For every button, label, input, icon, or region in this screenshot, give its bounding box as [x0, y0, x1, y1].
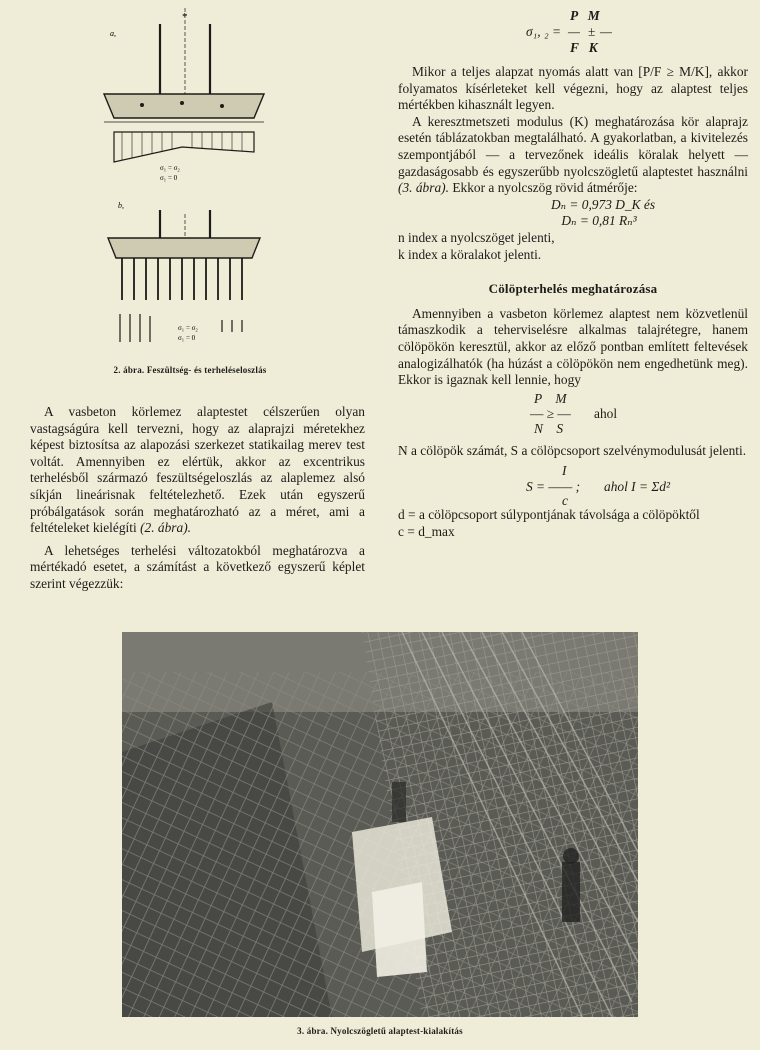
section-heading: Cölöpterhelés meghatározása: [488, 281, 658, 297]
figure-2-diagram: [82, 2, 292, 357]
formula-modulus: I S = —— ; ahol I = Σd² c: [526, 463, 671, 509]
figure-2-caption: 2. ábra. Feszültség- és terheléseloszlás: [113, 365, 267, 375]
equation-dn-2: Dₙ = 0,81 Rₙ³: [561, 213, 637, 229]
fig2-pile-sigma1: σ₁ = σ₂: [178, 324, 198, 332]
figure-3-caption: 3. ábra. Nyolcszögletű alaptest-kialakítás: [297, 1026, 463, 1036]
left-column: [30, 404, 365, 593]
right-column: [398, 0, 748, 540]
rebar-photo-image: [122, 632, 638, 1017]
right-paragraph-3: Amennyiben a vasbeton körlemez alaptest nem közvetlenül támaszkodik a teherviselésre alkalmas talajrétegre, hanem cölöpökön keresztül, akkor az előző pontban említett feltevések analogizálhatók (ha húzást a cölöpökön nem engedhetünk meg). Ekkor is igaznak kell lennie, hogy: [398, 305, 748, 388]
fig2-sigma-bot: σ₁ = 0: [160, 174, 178, 182]
k-index-definition: k index a köralakot jelenti.: [398, 246, 542, 262]
fig2-label-a: a,: [110, 29, 116, 38]
formula-sigma: P M σ₁, ₂ = — ± — F K: [526, 8, 612, 55]
equation-dn-1: Dₙ = 0,973 D_K és: [550, 196, 656, 212]
svg-text:*: *: [182, 11, 188, 23]
right-paragraph-2: A keresztmetszeti modulus (K) meghatározása kör alaprajz esetén táblázatokban megtalálható. A gyakorlatban, a kivitelezés szempontjából — a tervezőnek ideális köralak helyett — gazdaságosabb és egyszerűbb nyolcszögletű alaptestet használni (3. ábra). Ekkor a nyolcszög rövid átmérője:: [398, 113, 748, 196]
fig2-label-b: b,: [118, 201, 124, 210]
fig2-pile-sigma2: σ₁ = 0: [178, 334, 196, 342]
right-paragraph-1: Mikor a teljes alapzat nyomás alatt van [P/F ≥ M/K], akkor folyamatos kísérleteket kell végezni, hogy az alaptest teljes mértékben kihasznált legyen.: [398, 64, 748, 113]
right-paragraph-4: N a cölöpök számát, S a cölöpcsoport szelvénymodulusát jelenti.: [398, 442, 747, 458]
left-paragraph-1: A vasbeton körlemez alaptestet célszerűen olyan vastagságúra kell tervezni, hogy az alaprajzi méretekhez képest biztosítsa az alapozási szerkezet statikailag merev test voltát. Amennyiben ez elértük, akkor az excentrikus terhelésből származó feszültségeloszlás az alaplemez alsó síkján lineárisnak feltételezhető. Ezek után egyszerű próbálgatások során meghatározható az a méret, ami a feltételeket kielégíti (2. ábra).: [30, 404, 365, 536]
left-paragraph-2: A lehetséges terhelési változatokból meghatározva a mértékadó esetet, a számítást a következő egyszerű képlet szerint végezzük:: [30, 542, 365, 591]
d-definition: d = a cölöpcsoport súlypontjának távolsága a cölöpöktől: [398, 507, 700, 523]
n-index-definition: n index a nyolcszöget jelenti,: [398, 229, 555, 245]
fig2-sigma-top: σ₁ = σ₂: [160, 164, 180, 172]
formula-pile: P M — ≥ — ahol N S: [530, 390, 618, 436]
c-definition: c = d_max: [398, 523, 455, 539]
figure-3-photo: [122, 632, 638, 1017]
